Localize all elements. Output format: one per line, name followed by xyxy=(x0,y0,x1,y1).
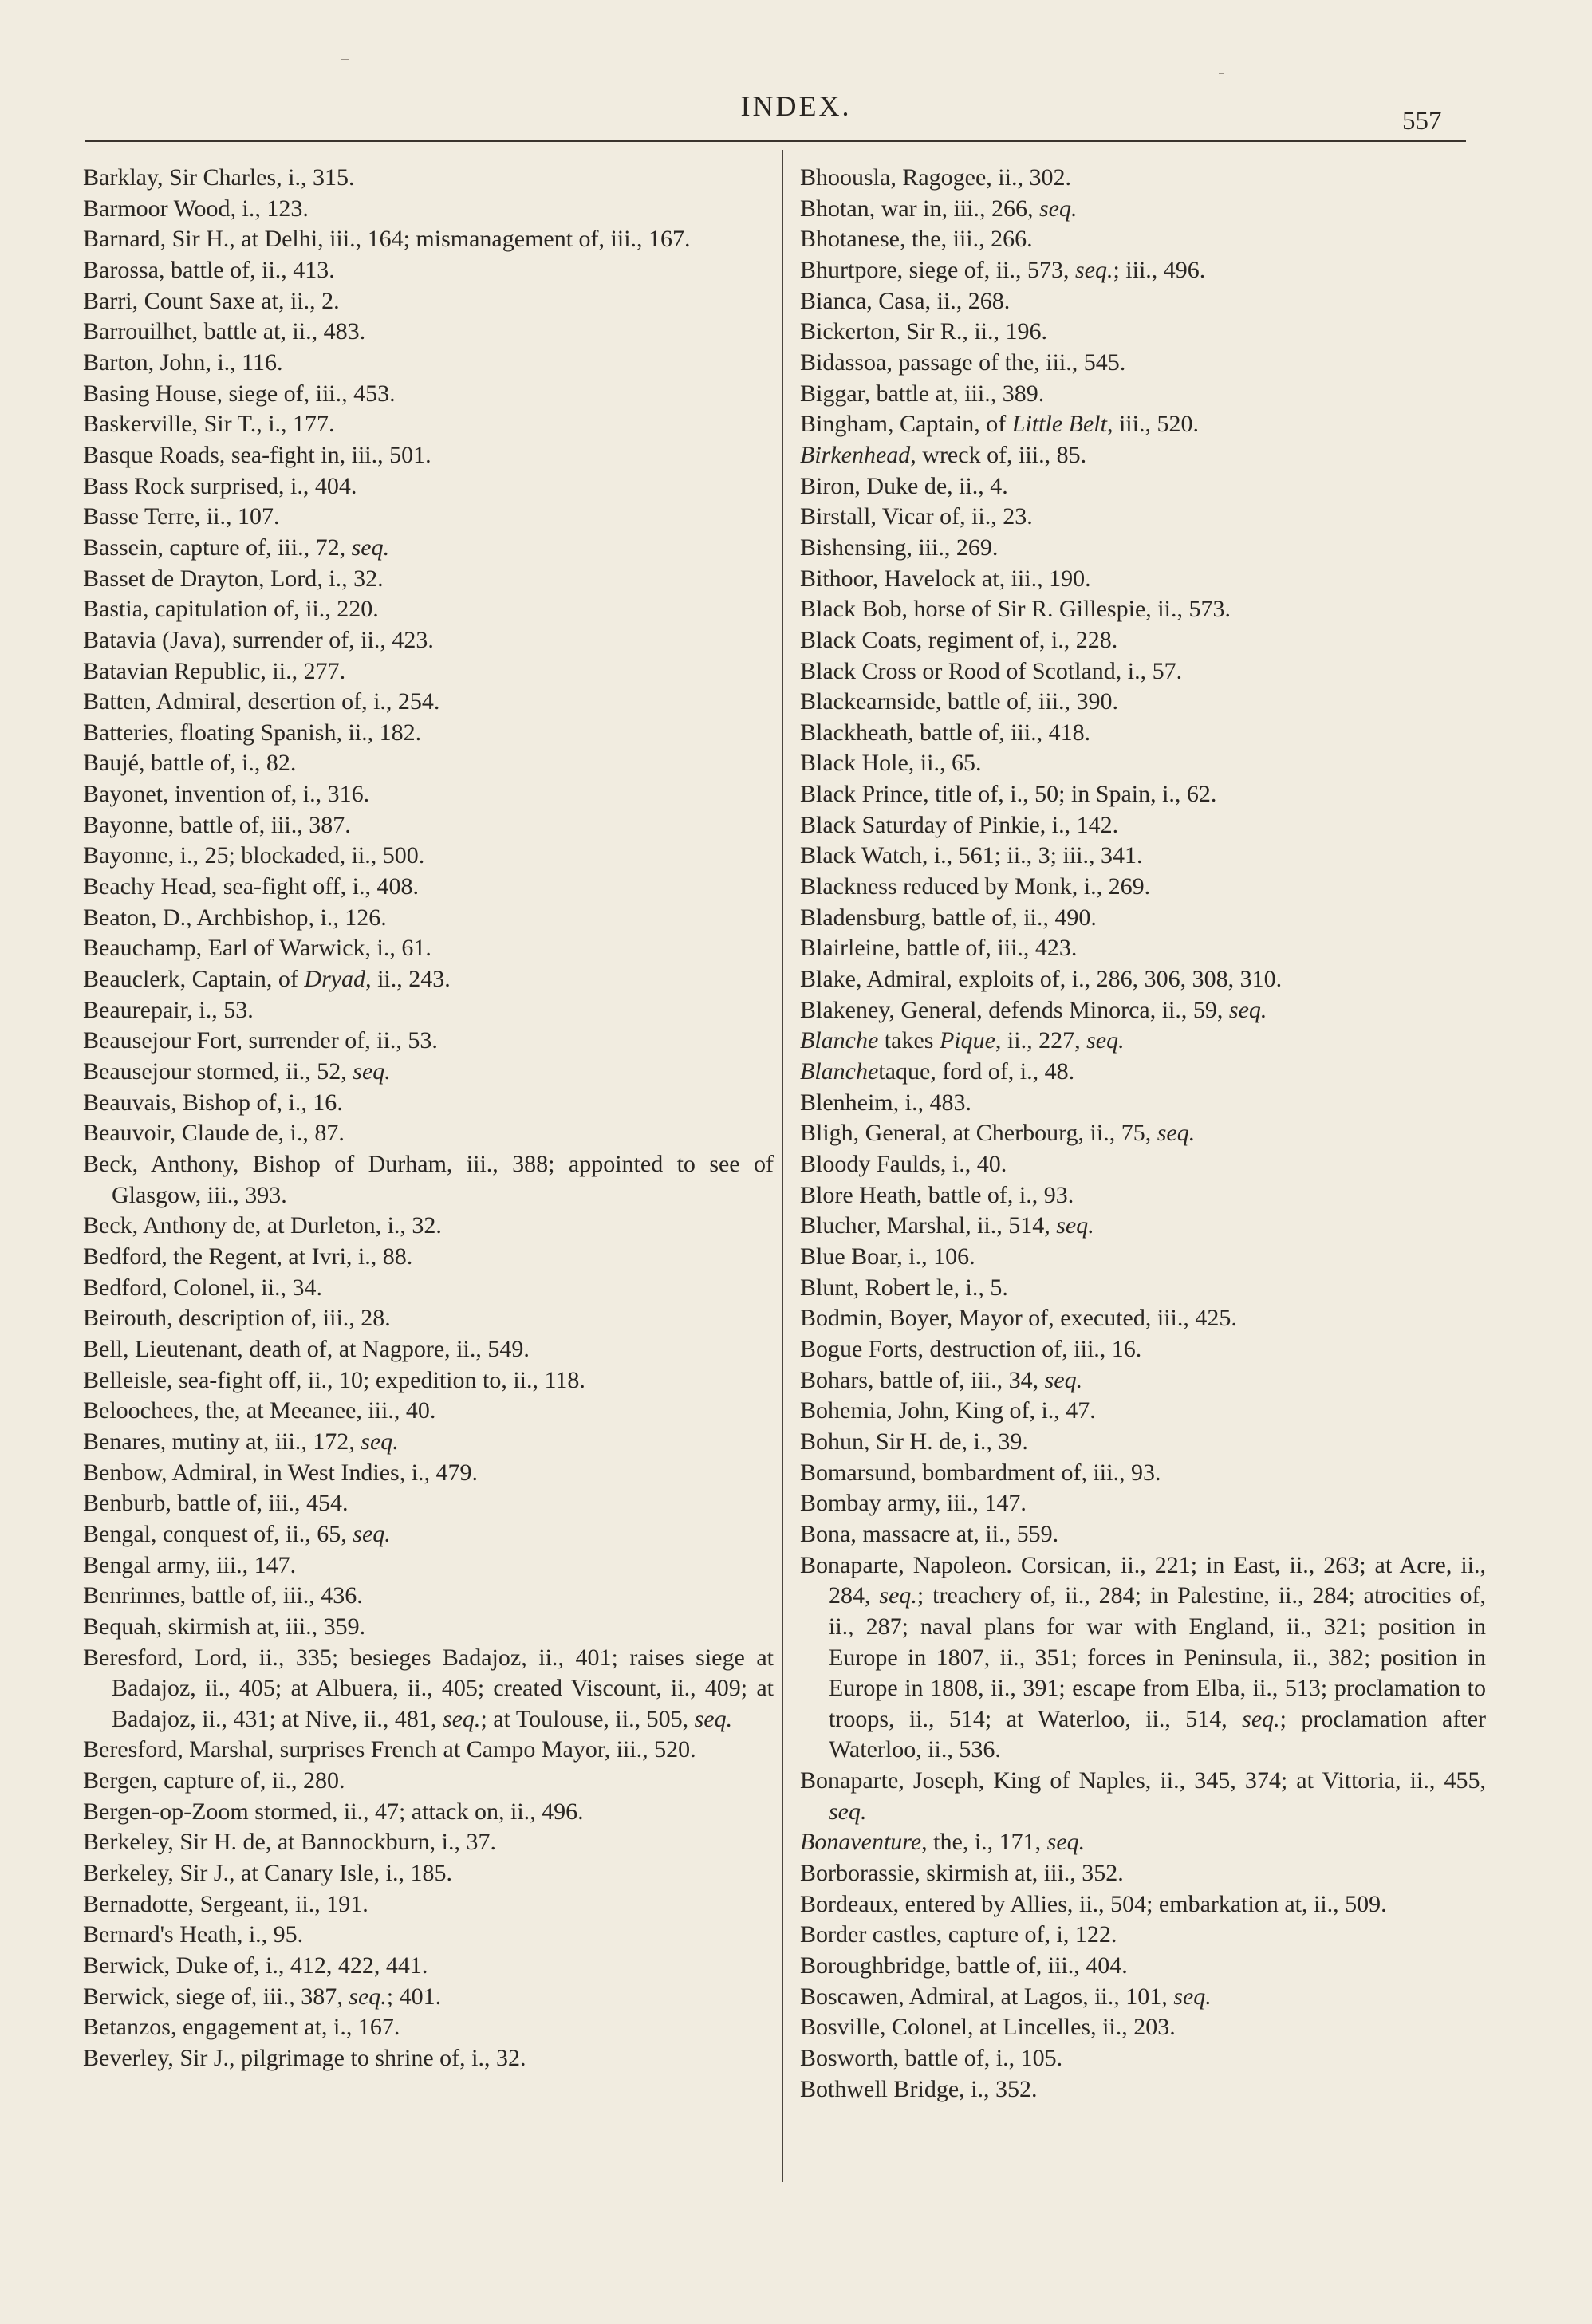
index-entry: Bishensing, iii., 269. xyxy=(800,534,999,561)
index-entry: Barton, John, i., 116. xyxy=(83,349,283,376)
index-entry: Benrinnes, battle of, iii., 436. xyxy=(83,1582,363,1609)
index-entry: Blanchetaque, ford of, i., 48. xyxy=(800,1058,1075,1085)
index-entry: Blakeney, General, defends Minorca, ii., 59, seq. xyxy=(800,996,1267,1023)
index-entry: Berkeley, Sir J., at Canary Isle, i., 185. xyxy=(83,1860,452,1887)
index-entry: Birkenhead, wreck of, iii., 85. xyxy=(800,441,1087,468)
index-entry: Basset de Drayton, Lord, i., 32. xyxy=(83,565,384,592)
column-divider xyxy=(782,150,783,2182)
index-entry: Bequah, skirmish at, iii., 359. xyxy=(83,1613,366,1640)
index-entry: Bhoousla, Ragogee, ii., 302. xyxy=(800,164,1071,191)
index-entry: Bell, Lieutenant, death of, at Nagpore, ii., 549. xyxy=(83,1335,530,1362)
header-rule xyxy=(85,140,1466,142)
index-entry: Bhotan, war in, iii., 266, seq. xyxy=(800,195,1078,222)
index-entry: Bergen, capture of, ii., 280. xyxy=(83,1767,345,1794)
index-entry: Bloody Faulds, i., 40. xyxy=(800,1151,1007,1177)
index-entry: Basing House, siege of, iii., 453. xyxy=(83,380,396,407)
index-entry: Boscawen, Admiral, at Lagos, ii., 101, seq. xyxy=(800,1983,1212,2010)
index-entry: Bohemia, John, King of, i., 47. xyxy=(800,1397,1096,1424)
index-entry: Beauvoir, Claude de, i., 87. xyxy=(83,1120,345,1147)
index-entry: Black Saturday of Pinkie, i., 142. xyxy=(800,811,1119,838)
index-entry: Bodmin, Boyer, Mayor of, executed, iii., 425. xyxy=(800,1305,1237,1332)
index-entry: Black Watch, i., 561; ii., 3; iii., 341. xyxy=(800,842,1143,869)
page-title: INDEX. xyxy=(740,90,852,122)
index-entry: Bonaparte, Napoleon. Corsican, ii., 221; in East, ii., 263; at Acre, ii., 284, seq.; treachery of, ii., 284; in Palestine, ii., 284; atrocities of, ii., 287; naval plans for war with England, ii., 321; position in Europe in 1807, ii., 351; forces in Peninsula, ii., 382; position in Europe in 1808, ii., 391; escape from Elba, ii., 513; proclamation to troops, ii., 514; at Waterloo, ii., 514, seq.; proclamation after Waterloo, ii., 536. xyxy=(800,1551,1487,1763)
page-number: 557 xyxy=(1402,107,1442,136)
index-entry: Bayonet, invention of, i., 316. xyxy=(83,781,370,808)
index-entry: Black Cross or Rood of Scotland, i., 57. xyxy=(800,657,1183,684)
index-entry: Bass Rock surprised, i., 404. xyxy=(83,472,357,499)
index-entry: Blue Boar, i., 106. xyxy=(800,1243,975,1270)
index-entry: Beausejour stormed, ii., 52, seq. xyxy=(83,1058,391,1085)
index-entry: Berwick, siege of, iii., 387, seq.; 401. xyxy=(83,1983,442,2010)
index-entry: Blake, Admiral, exploits of, i., 286, 306, 308, 310. xyxy=(800,966,1283,993)
index-entry: Bengal army, iii., 147. xyxy=(83,1551,297,1578)
index-entry: Bayonne, i., 25; blockaded, ii., 500. xyxy=(83,842,425,869)
index-entry: Bligh, General, at Cherbourg, ii., 75, seq. xyxy=(800,1120,1196,1147)
index-entry: Blackheath, battle of, iii., 418. xyxy=(800,719,1091,746)
index-entry: Benburb, battle of, iii., 454. xyxy=(83,1490,349,1517)
index-entry: Beausejour Fort, surrender of, ii., 53. xyxy=(83,1027,438,1054)
index-entry: Blackness reduced by Monk, i., 269. xyxy=(800,873,1151,900)
index-entry: Barri, Count Saxe at, ii., 2. xyxy=(83,287,340,314)
right-column xyxy=(800,163,1486,2105)
index-entry: Beck, Anthony, Bishop of Durham, iii., 388; appointed to see of Glasgow, iii., 393. xyxy=(83,1151,774,1208)
index-entry: Blanche takes Pique, ii., 227, seq. xyxy=(800,1027,1125,1054)
index-entry: Bhotanese, the, iii., 266. xyxy=(800,226,1033,253)
index-entry: Beirouth, description of, iii., 28. xyxy=(83,1305,391,1332)
index-entry: Beloochees, the, at Meeanee, iii., 40. xyxy=(83,1397,436,1424)
index-entry: Bomarsund, bombardment of, iii., 93. xyxy=(800,1459,1161,1486)
index-entry: Bassein, capture of, iii., 72, seq. xyxy=(83,534,390,561)
index-entry: Belleisle, sea-fight off, ii., 10; expedition to, ii., 118. xyxy=(83,1366,585,1393)
index-entry: Blucher, Marshal, ii., 514, seq. xyxy=(800,1212,1094,1239)
index-entry: Bedford, the Regent, at Ivri, i., 88. xyxy=(83,1243,413,1270)
index-entry: Bastia, capitulation of, ii., 220. xyxy=(83,596,379,623)
index-entry: Bingham, Captain, of Little Belt, iii., 520. xyxy=(800,411,1199,438)
index-entry: Bosville, Colonel, at Lincelles, ii., 203. xyxy=(800,2014,1176,2041)
index-entry: Bedford, Colonel, ii., 34. xyxy=(83,1274,322,1301)
index-entry: Beauvais, Bishop of, i., 16. xyxy=(83,1089,343,1116)
index-entry: Bianca, Casa, ii., 268. xyxy=(800,287,1011,314)
index-entry: Bayonne, battle of, iii., 387. xyxy=(83,811,351,838)
index-entry: Bohun, Sir H. de, i., 39. xyxy=(800,1428,1028,1455)
index-entry: Berwick, Duke of, i., 412, 422, 441. xyxy=(83,1952,428,1979)
index-entry: Bohars, battle of, iii., 34, seq. xyxy=(800,1366,1083,1393)
index-entry: Bithoor, Havelock at, iii., 190. xyxy=(800,565,1091,592)
index-entry: Beresford, Marshal, surprises French at Campo Mayor, iii., 520. xyxy=(83,1736,696,1763)
index-entry: Betanzos, engagement at, i., 167. xyxy=(83,2014,400,2041)
index-entry: Blackearnside, battle of, iii., 390. xyxy=(800,688,1119,715)
index-entry: Bombay army, iii., 147. xyxy=(800,1490,1027,1517)
index-entry: Bengal, conquest of, ii., 65, seq. xyxy=(83,1520,391,1547)
index-entry: Blunt, Robert le, i., 5. xyxy=(800,1274,1008,1301)
index-entry: Blore Heath, battle of, i., 93. xyxy=(800,1181,1074,1208)
index-entry: Barnard, Sir H., at Delhi, iii., 164; mismanagement of, iii., 167. xyxy=(83,226,691,253)
index-entry: Black Bob, horse of Sir R. Gillespie, ii., 573. xyxy=(800,596,1231,623)
index-entry: Batten, Admiral, desertion of, i., 254. xyxy=(83,688,440,715)
index-entry: Baujé, battle of, i., 82. xyxy=(83,750,297,777)
index-entry: Batavia (Java), surrender of, ii., 423. xyxy=(83,626,434,653)
index-entry: Bogue Forts, destruction of, iii., 16. xyxy=(800,1335,1142,1362)
index-entry: Beaton, D., Archbishop, i., 126. xyxy=(83,904,387,931)
index-entry: Berkeley, Sir H. de, at Bannockburn, i., 37. xyxy=(83,1829,496,1856)
print-mark xyxy=(341,59,349,60)
index-entry: Beverley, Sir J., pilgrimage to shrine of, i., 32. xyxy=(83,2045,526,2072)
index-entry: Bernard's Heath, i., 95. xyxy=(83,1921,304,1948)
index-entry: Bona, massacre at, ii., 559. xyxy=(800,1520,1059,1547)
index-entry: Blairleine, battle of, iii., 423. xyxy=(800,935,1078,962)
index-entry: Beck, Anthony de, at Durleton, i., 32. xyxy=(83,1212,442,1239)
index-entry: Bergen-op-Zoom stormed, ii., 47; attack on, ii., 496. xyxy=(83,1798,584,1825)
index-entry: Border castles, capture of, i, 122. xyxy=(800,1921,1117,1948)
index-entry: Bickerton, Sir R., ii., 196. xyxy=(800,318,1047,345)
index-entry: Birstall, Vicar of, ii., 23. xyxy=(800,503,1033,530)
index-entry: Black Coats, regiment of, i., 228. xyxy=(800,626,1118,653)
index-entry: Blenheim, i., 483. xyxy=(800,1089,971,1116)
index-entry: Benares, mutiny at, iii., 172, seq. xyxy=(83,1428,399,1455)
print-mark xyxy=(1219,73,1224,74)
index-entry: Bordeaux, entered by Allies, ii., 504; embarkation at, ii., 509. xyxy=(800,1890,1387,1917)
index-entry: Basque Roads, sea-fight in, iii., 501. xyxy=(83,441,431,468)
index-entry: Beresford, Lord, ii., 335; besieges Badajoz, ii., 401; raises siege at Badajoz, ii., 405; at Albuera, ii., 405; created Viscount, ii., 409; at Badajoz, ii., 431; at Nive, ii., 481, seq.; at Toulouse, ii., 505, seq. xyxy=(83,1644,774,1732)
index-entry: Basse Terre, ii., 107. xyxy=(83,503,280,530)
index-entry: Beauclerk, Captain, of Dryad, ii., 243. xyxy=(83,966,451,993)
index-entry: Barrouilhet, battle at, ii., 483. xyxy=(83,318,366,345)
index-entry: Barmoor Wood, i., 123. xyxy=(83,195,309,222)
index-entry: Black Hole, ii., 65. xyxy=(800,750,982,777)
index-entry: Benbow, Admiral, in West Indies, i., 479. xyxy=(83,1459,479,1486)
index-entry: Bladensburg, battle of, ii., 490. xyxy=(800,904,1097,931)
index-entry: Bonaparte, Joseph, King of Naples, ii., 345, 374; at Vittoria, ii., 455, seq. xyxy=(800,1767,1486,1825)
index-entry: Bosworth, battle of, i., 105. xyxy=(800,2045,1063,2072)
index-entry: Bernadotte, Sergeant, ii., 191. xyxy=(83,1890,368,1917)
index-entry: Barossa, battle of, ii., 413. xyxy=(83,256,335,283)
index-entry: Beaurepair, i., 53. xyxy=(83,996,254,1023)
index-entry: Bothwell Bridge, i., 352. xyxy=(800,2075,1038,2102)
index-entry: Batteries, floating Spanish, ii., 182. xyxy=(83,719,422,746)
index-entry: Beachy Head, sea-fight off, i., 408. xyxy=(83,873,419,900)
index-entry: Baskerville, Sir T., i., 177. xyxy=(83,411,335,438)
index-entry: Black Prince, title of, i., 50; in Spain, i., 62. xyxy=(800,781,1217,808)
index-entry: Bonaventure, the, i., 171, seq. xyxy=(800,1829,1086,1856)
left-column xyxy=(83,163,774,2074)
index-entry: Borborassie, skirmish at, iii., 352. xyxy=(800,1860,1124,1887)
index-entry: Bidassoa, passage of the, iii., 545. xyxy=(800,349,1126,376)
index-entry: Biggar, battle at, iii., 389. xyxy=(800,380,1045,407)
index-entry: Boroughbridge, battle of, iii., 404. xyxy=(800,1952,1128,1979)
index-entry: Barklay, Sir Charles, i., 315. xyxy=(83,164,355,191)
index-entry: Batavian Republic, ii., 277. xyxy=(83,657,346,684)
index-entry: Beauchamp, Earl of Warwick, i., 61. xyxy=(83,935,431,962)
index-entry: Biron, Duke de, ii., 4. xyxy=(800,472,1008,499)
index-entry: Bhurtpore, siege of, ii., 573, seq.; iii., 496. xyxy=(800,256,1206,283)
